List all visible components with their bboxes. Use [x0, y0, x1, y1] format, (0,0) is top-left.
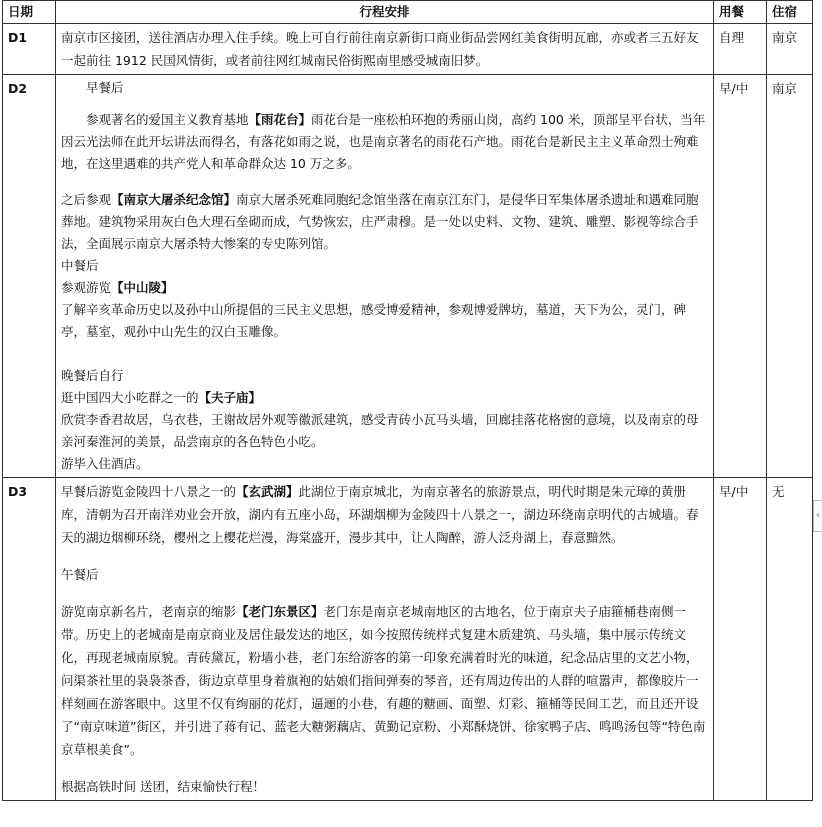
header-row: [3, 1, 813, 24]
lunch-note: 午餐后: [61, 567, 99, 582]
lunch-note: 中餐后: [61, 258, 99, 273]
laomen-name: 【老门东景区】: [236, 604, 324, 619]
day-cell: D2: [3, 75, 56, 478]
spacer: [61, 549, 708, 563]
meals-cell: 早/中: [714, 75, 767, 478]
fuzimiao-name: 【夫子庙】: [198, 390, 262, 405]
return-hotel-note: 游毕入住酒店。: [61, 456, 149, 471]
zhongshan-name: 【中山陵】: [111, 280, 174, 295]
yuhuatai-paragraph: 参观著名的爱国主义教育基地【雨花台】雨花台是一座松柏环抱的秀丽山岗，高约 100 米，顶部呈平台状，当年因云光法师在此开坛讲法而得名，有落花如雨之说，也是南京著名的雨花石产地。雨花台是新民主主义革命烈士殉难地，在这里遇难的共产党人和革命群众达 10 万之多。: [61, 112, 706, 171]
meals-cell: 自理: [714, 24, 767, 75]
table-row: [3, 24, 813, 75]
spacer: [61, 175, 708, 189]
fuzimiao-paragraph: 欣赏李香君故居，乌衣巷，王谢故居外观等徽派建筑，感受青砖小瓦马头墙，回廊挂落花格窗的意境，以及南京的母亲河秦淮河的美景，品尝南京的各色特色小吃。: [61, 412, 699, 449]
spacer: [61, 761, 708, 775]
table-row: [3, 75, 813, 478]
header-plan: 行程安排: [56, 1, 714, 24]
spacer: [61, 586, 708, 600]
zhongshan-paragraph: 了解辛亥革命历史以及孙中山所提倡的三民主义思想，感受博爱精神，参观博爱牌坊，墓道，天下为公，灵门，碑亭，墓室，观孙中山先生的汉白玉雕像。: [61, 302, 687, 339]
plan-text: 南京市区接团，送往酒店办理入住手续。晚上可自行前往南京新街口商业街品尝网红美食街明瓦廊，亦或者三五好友一起前往 1912 民国风情街，或者前往网红城南民俗街熙南里感受城南旧梦。: [61, 30, 699, 68]
plan-cell: [56, 478, 714, 801]
meals-cell: 早/中: [714, 478, 767, 801]
yuhuatai-name: 【雨花台】: [248, 112, 312, 127]
memorial-name: 【南京大屠杀纪念馆】: [111, 192, 237, 207]
xuanwu-paragraph: 早餐后游览金陵四十八景之一的【玄武湖】此湖位于南京城北，为南京著名的旅游景点，明代时期是朱元璋的黄册库，清朝为召开南洋劝业会开放，湖内有五座小岛，环湖烟柳为金陵四十八景之一，湖边环绕南京明代的古城墙。春天的湖边烟柳环绕，樱州之上樱花烂漫，海棠盛开，漫步其中，让人陶醉，游人泛舟湖上，春意黯然。: [61, 484, 699, 545]
day-cell: D3: [3, 478, 56, 801]
dinner-note: 晚餐后自行: [61, 368, 124, 383]
memorial-paragraph: 之后参观【南京大屠杀纪念馆】南京大屠杀死难同胞纪念馆坐落在南京江东门，是侵华日军集体屠杀遗址和遇难同胞葬地。建筑物采用灰白色大理石垒砌而成，气势恢宏，庄严肃穆。是一处以史料、文物、建筑、雕塑、影视等综合手法，全面展示南京大屠杀特大惨案的专史陈列馆。: [61, 192, 699, 251]
zhongshan-heading: 参观游览【中山陵】: [61, 280, 174, 295]
breakfast-note: 早餐后: [86, 80, 124, 95]
fuzimiao-heading: 逛中国四大小吃群之一的【夫子庙】: [61, 390, 262, 405]
spacer: [61, 99, 708, 109]
plan-cell: [56, 75, 714, 478]
table-row: [3, 478, 813, 801]
farewell-note: 根据高铁时间 送团，结束愉快行程！: [61, 779, 265, 794]
plan-cell: [56, 24, 714, 75]
itinerary-table: [2, 0, 813, 801]
day-cell: D1: [3, 24, 56, 75]
header-day: 日期: [3, 1, 56, 24]
stay-cell: 南京: [767, 75, 813, 478]
xuanwu-name: 【玄武湖】: [236, 484, 299, 499]
header-meals: 用餐: [714, 1, 767, 24]
laomen-paragraph: 游览南京新名片，老南京的缩影【老门东景区】老门东是南京老城南地区的古地名，位于南京夫子庙箍桶巷南侧一带。历史上的老城南是南京商业及居住最发达的地区，如今按照传统样式复建木质建筑、马头墙，集中展示传统文化，再现老城南原貌。青砖黛瓦，粉墙小巷，老门东给游客的第一印象充满着时光的味道，纪念品店里的文艺小物，问渠茶社里的袅袅茶香，街边京草里身着旗袍的姑娘们指间弹奏的琴音，还有周边传出的人群的喧嚣声，都像胶片一样刻画在游客眼中。这里不仅有绚丽的花灯，逼逦的小巷，有趣的糖画、面塑、灯彩、箍桶等民间工艺，而且还开设了“南京味道”街区，并引进了蒋有记、蓝老大糖粥藕店、黄勤记京粉、小郑酥烧饼、徐家鸭子店、鸣鸣汤包等“特色南京草根美食”。: [61, 604, 706, 757]
spacer: [61, 343, 708, 365]
header-stay: 住宿: [767, 1, 813, 24]
scroll-handle[interactable]: ‹: [813, 500, 822, 532]
stay-cell: 南京: [767, 24, 813, 75]
stay-cell: 无: [767, 478, 813, 801]
